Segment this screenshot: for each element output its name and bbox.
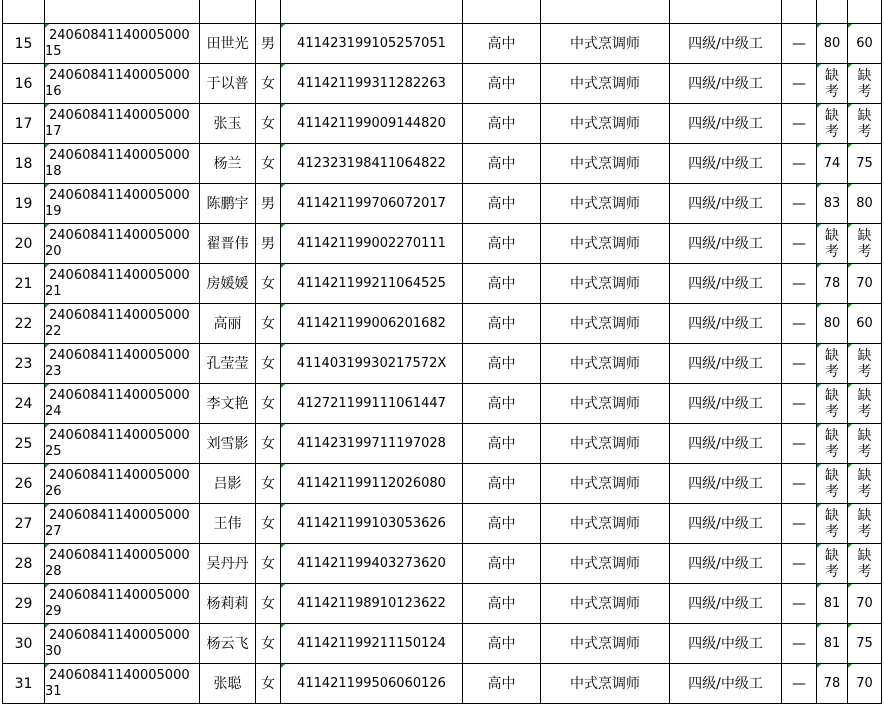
ticket-number-line-1: 24060841140005000 [49, 227, 190, 243]
dash-cell: — [782, 264, 817, 304]
gender-cell: 女 [256, 464, 281, 504]
ticket-number-cell [45, 64, 200, 104]
dash-cell: — [782, 344, 817, 384]
absent-label-line-2: 考 [857, 523, 872, 540]
skill-score-cell [848, 64, 882, 104]
row-number-cell: 23 [3, 344, 45, 384]
absent-label-line-1: 缺 [857, 67, 872, 84]
absent-label-line-1: 缺 [857, 107, 872, 124]
education-cell: 高中 [463, 224, 541, 264]
ticket-number-line-1: 24060841140005000 [49, 307, 190, 323]
occupation-cell: 中式烹调师 [541, 464, 670, 504]
cell [817, 0, 848, 24]
absent-label-line-2: 考 [825, 523, 839, 540]
level-cell: 四级/中级工 [670, 544, 782, 584]
name-cell: 杨云飞 [200, 624, 256, 664]
name-cell: 王伟 [200, 504, 256, 544]
education-cell: 高中 [463, 504, 541, 544]
absent-label-line-1: 缺 [857, 387, 872, 404]
table-body [3, 0, 882, 704]
row-number-cell: 27 [3, 504, 45, 544]
table-row [3, 264, 882, 304]
absent-label-line-2: 考 [825, 403, 839, 420]
level-cell: 四级/中级工 [670, 144, 782, 184]
education-cell: 高中 [463, 144, 541, 184]
row-number-cell: 25 [3, 424, 45, 464]
ticket-number-cell [45, 664, 200, 704]
skill-score-cell: 80 [848, 184, 882, 224]
gender-cell: 女 [256, 104, 281, 144]
occupation-cell: 中式烹调师 [541, 144, 670, 184]
gender-cell: 男 [256, 224, 281, 264]
gender-cell: 女 [256, 384, 281, 424]
level-cell: 四级/中级工 [670, 304, 782, 344]
absent-label-line-1: 缺 [857, 507, 872, 524]
occupation-cell: 中式烹调师 [541, 184, 670, 224]
cell [256, 0, 281, 24]
cell [463, 0, 541, 24]
education-cell: 高中 [463, 424, 541, 464]
ticket-number-line-2: 17 [45, 123, 62, 139]
table-row [3, 144, 882, 184]
theory-score-cell: 83 [817, 184, 848, 224]
level-cell: 四级/中级工 [670, 464, 782, 504]
dash-cell: — [782, 424, 817, 464]
theory-score-cell: 74 [817, 144, 848, 184]
row-number-cell: 24 [3, 384, 45, 424]
skill-score-cell [848, 504, 882, 544]
id-number-cell: 412323198411064822 [281, 144, 463, 184]
skill-score-cell: 60 [848, 304, 882, 344]
absent-label-line-1: 缺 [825, 347, 839, 364]
gender-cell: 女 [256, 144, 281, 184]
ticket-number-line-2: 29 [45, 603, 62, 619]
absent-label-line-2: 考 [825, 563, 839, 580]
level-cell: 四级/中级工 [670, 384, 782, 424]
dash-cell: — [782, 224, 817, 264]
skill-score-cell: 70 [848, 664, 882, 704]
name-cell: 吴丹丹 [200, 544, 256, 584]
row-number-cell: 28 [3, 544, 45, 584]
gender-cell: 女 [256, 64, 281, 104]
dash-cell: — [782, 664, 817, 704]
name-cell: 张聪 [200, 664, 256, 704]
occupation-cell: 中式烹调师 [541, 24, 670, 64]
id-number-cell: 411421199211064525 [281, 264, 463, 304]
education-cell: 高中 [463, 584, 541, 624]
ticket-number-line-1: 24060841140005000 [49, 427, 190, 443]
row-number-cell: 19 [3, 184, 45, 224]
ticket-number-line-2: 31 [45, 683, 62, 699]
row-number-cell: 30 [3, 624, 45, 664]
ticket-number-line-1: 24060841140005000 [49, 107, 190, 123]
cell [200, 0, 256, 24]
education-cell: 高中 [463, 664, 541, 704]
id-number-cell: 411421199403273620 [281, 544, 463, 584]
row-number-cell: 26 [3, 464, 45, 504]
cell [45, 0, 200, 24]
level-cell: 四级/中级工 [670, 584, 782, 624]
dash-cell: — [782, 104, 817, 144]
theory-score-cell [817, 224, 848, 264]
ticket-number-line-2: 18 [45, 163, 62, 179]
row-number-cell: 31 [3, 664, 45, 704]
ticket-number-line-2: 25 [45, 443, 62, 459]
skill-score-cell [848, 544, 882, 584]
occupation-cell: 中式烹调师 [541, 104, 670, 144]
theory-score-cell [817, 344, 848, 384]
ticket-number-line-1: 24060841140005000 [49, 187, 190, 203]
occupation-cell: 中式烹调师 [541, 264, 670, 304]
name-cell: 高丽 [200, 304, 256, 344]
table-row [3, 624, 882, 664]
absent-label-line-1: 缺 [825, 67, 839, 84]
cell [782, 0, 817, 24]
table-row [3, 504, 882, 544]
dash-cell: — [782, 384, 817, 424]
name-cell: 刘雪影 [200, 424, 256, 464]
theory-score-cell: 80 [817, 24, 848, 64]
ticket-number-line-2: 22 [45, 323, 62, 339]
level-cell: 四级/中级工 [670, 264, 782, 304]
theory-score-cell: 81 [817, 624, 848, 664]
ticket-number-line-1: 24060841140005000 [49, 467, 190, 483]
theory-score-cell [817, 424, 848, 464]
name-cell: 房媛媛 [200, 264, 256, 304]
theory-score-cell: 81 [817, 584, 848, 624]
level-cell: 四级/中级工 [670, 224, 782, 264]
name-cell: 杨兰 [200, 144, 256, 184]
absent-label-line-1: 缺 [857, 467, 872, 484]
level-cell: 四级/中级工 [670, 424, 782, 464]
id-number-cell: 411421198910123622 [281, 584, 463, 624]
table-row [3, 184, 882, 224]
gender-cell: 男 [256, 24, 281, 64]
skill-score-cell [848, 424, 882, 464]
table-row [3, 424, 882, 464]
table-row [3, 464, 882, 504]
absent-label-line-2: 考 [825, 443, 839, 460]
gender-cell: 女 [256, 504, 281, 544]
ticket-number-line-1: 24060841140005000 [49, 67, 190, 83]
theory-score-cell [817, 544, 848, 584]
theory-score-cell [817, 384, 848, 424]
dash-cell: — [782, 504, 817, 544]
absent-label-line-2: 考 [825, 83, 839, 100]
skill-score-cell [848, 104, 882, 144]
id-number-cell: 411421199112026080 [281, 464, 463, 504]
absent-label-line-1: 缺 [825, 547, 839, 564]
id-number-cell: 411421199009144820 [281, 104, 463, 144]
ticket-number-cell [45, 264, 200, 304]
occupation-cell: 中式烹调师 [541, 664, 670, 704]
ticket-number-cell [45, 384, 200, 424]
level-cell: 四级/中级工 [670, 184, 782, 224]
row-number-cell: 22 [3, 304, 45, 344]
education-cell: 高中 [463, 464, 541, 504]
theory-score-cell [817, 504, 848, 544]
occupation-cell: 中式烹调师 [541, 384, 670, 424]
dash-cell: — [782, 544, 817, 584]
ticket-number-line-2: 28 [45, 563, 62, 579]
ticket-number-line-2: 20 [45, 243, 62, 259]
ticket-number-cell [45, 344, 200, 384]
row-number-cell: 17 [3, 104, 45, 144]
education-cell: 高中 [463, 184, 541, 224]
table-row [3, 384, 882, 424]
absent-label-line-2: 考 [857, 243, 872, 260]
ticket-number-line-1: 24060841140005000 [49, 507, 190, 523]
absent-label-line-2: 考 [857, 123, 872, 140]
absent-label-line-2: 考 [857, 403, 872, 420]
id-number-cell: 411423199711197028 [281, 424, 463, 464]
level-cell: 四级/中级工 [670, 664, 782, 704]
dash-cell: — [782, 184, 817, 224]
dash-cell: — [782, 64, 817, 104]
occupation-cell: 中式烹调师 [541, 344, 670, 384]
theory-score-cell: 78 [817, 264, 848, 304]
absent-label-line-1: 缺 [857, 347, 872, 364]
table-row [3, 224, 882, 264]
absent-label-line-1: 缺 [857, 427, 872, 444]
level-cell: 四级/中级工 [670, 64, 782, 104]
name-cell: 吕影 [200, 464, 256, 504]
occupation-cell: 中式烹调师 [541, 224, 670, 264]
gender-cell: 女 [256, 664, 281, 704]
occupation-cell: 中式烹调师 [541, 624, 670, 664]
cell [281, 0, 463, 24]
ticket-number-line-2: 19 [45, 203, 62, 219]
ticket-number-cell [45, 504, 200, 544]
education-cell: 高中 [463, 104, 541, 144]
ticket-number-line-1: 24060841140005000 [49, 147, 190, 163]
skill-score-cell: 75 [848, 624, 882, 664]
skill-score-cell [848, 464, 882, 504]
theory-score-cell [817, 64, 848, 104]
row-number-cell: 18 [3, 144, 45, 184]
absent-label-line-1: 缺 [825, 467, 839, 484]
skill-score-cell: 70 [848, 584, 882, 624]
name-cell: 杨莉莉 [200, 584, 256, 624]
gender-cell: 女 [256, 304, 281, 344]
gender-cell: 女 [256, 544, 281, 584]
table-row [3, 344, 882, 384]
table-row [3, 664, 882, 704]
ticket-number-line-2: 26 [45, 483, 62, 499]
ticket-number-line-2: 24 [45, 403, 62, 419]
absent-label-line-1: 缺 [857, 227, 872, 244]
ticket-number-line-1: 24060841140005000 [49, 547, 190, 563]
cell [541, 0, 670, 24]
education-cell: 高中 [463, 304, 541, 344]
exam-results-table [2, 0, 882, 704]
gender-cell: 女 [256, 424, 281, 464]
name-cell: 翟晋伟 [200, 224, 256, 264]
name-cell: 田世光 [200, 24, 256, 64]
absent-label-line-2: 考 [857, 443, 872, 460]
absent-label-line-2: 考 [857, 563, 872, 580]
level-cell: 四级/中级工 [670, 624, 782, 664]
theory-score-cell [817, 104, 848, 144]
skill-score-cell: 60 [848, 24, 882, 64]
table-row [3, 544, 882, 584]
ticket-number-line-2: 27 [45, 523, 62, 539]
ticket-number-cell [45, 24, 200, 64]
name-cell: 李文艳 [200, 384, 256, 424]
education-cell: 高中 [463, 24, 541, 64]
education-cell: 高中 [463, 344, 541, 384]
skill-score-cell [848, 344, 882, 384]
theory-score-cell: 78 [817, 664, 848, 704]
row-number-cell: 15 [3, 24, 45, 64]
cell [670, 0, 782, 24]
level-cell: 四级/中级工 [670, 24, 782, 64]
id-number-cell: 411421199103053626 [281, 504, 463, 544]
ticket-number-cell [45, 224, 200, 264]
skill-score-cell: 75 [848, 144, 882, 184]
occupation-cell: 中式烹调师 [541, 544, 670, 584]
name-cell: 陈鹏宇 [200, 184, 256, 224]
ticket-number-line-1: 24060841140005000 [49, 27, 190, 43]
skill-score-cell [848, 224, 882, 264]
absent-label-line-2: 考 [857, 83, 872, 100]
skill-score-cell [848, 384, 882, 424]
education-cell: 高中 [463, 624, 541, 664]
absent-label-line-1: 缺 [825, 427, 839, 444]
cell [848, 0, 882, 24]
row-number-cell: 21 [3, 264, 45, 304]
gender-cell: 女 [256, 264, 281, 304]
ticket-number-cell [45, 544, 200, 584]
row-number-cell: 20 [3, 224, 45, 264]
ticket-number-cell [45, 424, 200, 464]
table-row [3, 584, 882, 624]
id-number-cell: 411423199105257051 [281, 24, 463, 64]
gender-cell: 男 [256, 184, 281, 224]
gender-cell: 女 [256, 344, 281, 384]
absent-label-line-1: 缺 [825, 387, 839, 404]
ticket-number-line-2: 23 [45, 363, 62, 379]
absent-label-line-1: 缺 [825, 107, 839, 124]
dash-cell: — [782, 304, 817, 344]
ticket-number-line-1: 24060841140005000 [49, 387, 190, 403]
dash-cell: — [782, 24, 817, 64]
ticket-number-cell [45, 464, 200, 504]
occupation-cell: 中式烹调师 [541, 304, 670, 344]
level-cell: 四级/中级工 [670, 104, 782, 144]
ticket-number-cell [45, 584, 200, 624]
education-cell: 高中 [463, 264, 541, 304]
level-cell: 四级/中级工 [670, 504, 782, 544]
ticket-number-line-1: 24060841140005000 [49, 667, 190, 683]
table-row [3, 304, 882, 344]
ticket-number-cell [45, 304, 200, 344]
id-number-cell: 411421199002270111 [281, 224, 463, 264]
absent-label-line-2: 考 [825, 363, 839, 380]
id-number-cell: 412721199111061447 [281, 384, 463, 424]
id-number-cell: 411421199706072017 [281, 184, 463, 224]
occupation-cell: 中式烹调师 [541, 64, 670, 104]
ticket-number-cell [45, 144, 200, 184]
ticket-number-line-1: 24060841140005000 [49, 587, 190, 603]
gender-cell: 女 [256, 624, 281, 664]
occupation-cell: 中式烹调师 [541, 584, 670, 624]
name-cell: 张玉 [200, 104, 256, 144]
education-cell: 高中 [463, 384, 541, 424]
id-number-cell: 411421199211150124 [281, 624, 463, 664]
theory-score-cell [817, 464, 848, 504]
absent-label-line-1: 缺 [825, 507, 839, 524]
dash-cell: — [782, 144, 817, 184]
absent-label-line-2: 考 [825, 243, 839, 260]
absent-label-line-1: 缺 [857, 547, 872, 564]
gender-cell: 女 [256, 584, 281, 624]
dash-cell: — [782, 464, 817, 504]
row-number-cell: 16 [3, 64, 45, 104]
ticket-number-line-1: 24060841140005000 [49, 627, 190, 643]
absent-label-line-2: 考 [857, 483, 872, 500]
ticket-number-line-2: 21 [45, 283, 62, 299]
id-number-cell: 411421199311282263 [281, 64, 463, 104]
level-cell: 四级/中级工 [670, 344, 782, 384]
occupation-cell: 中式烹调师 [541, 504, 670, 544]
absent-label-line-2: 考 [857, 363, 872, 380]
name-cell: 于以普 [200, 64, 256, 104]
ticket-number-line-2: 30 [45, 643, 62, 659]
education-cell: 高中 [463, 64, 541, 104]
cell [3, 0, 45, 24]
dash-cell: — [782, 624, 817, 664]
ticket-number-line-2: 16 [45, 83, 62, 99]
ticket-number-cell [45, 104, 200, 144]
ticket-number-line-1: 24060841140005000 [49, 347, 190, 363]
absent-label-line-2: 考 [825, 123, 839, 140]
theory-score-cell: 80 [817, 304, 848, 344]
ticket-number-line-2: 15 [45, 43, 62, 59]
occupation-cell: 中式烹调师 [541, 424, 670, 464]
name-cell: 孔莹莹 [200, 344, 256, 384]
absent-label-line-1: 缺 [825, 227, 839, 244]
id-number-cell: 411421199506060126 [281, 664, 463, 704]
ticket-number-cell [45, 624, 200, 664]
table-row [3, 64, 882, 104]
table-row-partial [3, 0, 882, 24]
row-number-cell: 29 [3, 584, 45, 624]
ticket-number-cell [45, 184, 200, 224]
id-number-cell: 41140319930217572X [281, 344, 463, 384]
skill-score-cell: 70 [848, 264, 882, 304]
absent-label-line-2: 考 [825, 483, 839, 500]
table-row [3, 24, 882, 64]
table-row [3, 104, 882, 144]
education-cell: 高中 [463, 544, 541, 584]
dash-cell: — [782, 584, 817, 624]
ticket-number-line-1: 24060841140005000 [49, 267, 190, 283]
id-number-cell: 411421199006201682 [281, 304, 463, 344]
